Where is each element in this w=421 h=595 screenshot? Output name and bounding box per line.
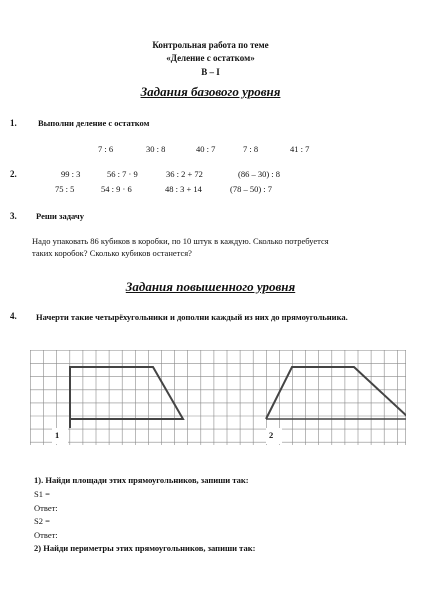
figure-1-label: 1: [55, 430, 60, 440]
task1-title: Выполни деление с остатком: [38, 118, 150, 128]
task2-expr: 75 : 5: [55, 184, 75, 194]
task4-number: 4.: [10, 311, 17, 321]
task4-text: Начерти такие четырёхугольники и дополни каждый из них до прямоугольника.: [36, 312, 348, 322]
variant-label: В – I: [201, 67, 220, 77]
task3-number: 3.: [10, 211, 17, 221]
task2-expr: (78 – 50) : 7: [230, 184, 273, 194]
quadrilateral-2: [266, 367, 406, 419]
s2-line: S2 =: [34, 516, 50, 526]
title-line-2: «Деление с остатком»: [166, 53, 255, 63]
task2-expr: 36 : 2 + 72: [166, 169, 203, 179]
answer-2: Ответ:: [34, 530, 58, 540]
section-advanced-heading: Задания повышенного уровня: [125, 279, 296, 294]
task2-expr: 99 : 3: [61, 169, 81, 179]
task3-title: Реши задачу: [36, 211, 84, 221]
task2-expr: 54 : 9 · 6: [101, 184, 132, 194]
task1-expr: 40 : 7: [196, 144, 216, 154]
task1-expr: 7 : 8: [243, 144, 259, 154]
task2-expr: (86 – 30) : 8: [238, 169, 281, 179]
section-basic-heading: Задания базового уровня: [140, 84, 281, 99]
s1-line: S1 =: [34, 489, 50, 499]
quadrilateral-1: [70, 367, 183, 428]
task2-number: 2.: [10, 169, 17, 179]
task1-number: 1.: [10, 118, 17, 128]
title-line-1: Контрольная работа по теме: [152, 40, 269, 50]
figure-2-label: 2: [269, 430, 274, 440]
task1-expr: 7 : 6: [98, 144, 114, 154]
task2-expr: 56 : 7 · 9: [107, 169, 138, 179]
answer-1: Ответ:: [34, 503, 58, 513]
task3-text: Надо упаковать 86 кубиков в коробки, по 10 штук в каждую. Сколько потребуется таких коробок? Сколько кубиков останется?: [32, 236, 329, 258]
task1-expr: 41 : 7: [290, 144, 310, 154]
question-area: 1). Найди площади этих прямоугольников, запиши так:: [34, 475, 249, 485]
task2-expr: 48 : 3 + 14: [165, 184, 202, 194]
question-perimeter: 2) Найди периметры этих прямоугольников, запиши так:: [34, 543, 256, 553]
task1-expr: 30 : 8: [146, 144, 166, 154]
grid-figures: [30, 350, 406, 446]
